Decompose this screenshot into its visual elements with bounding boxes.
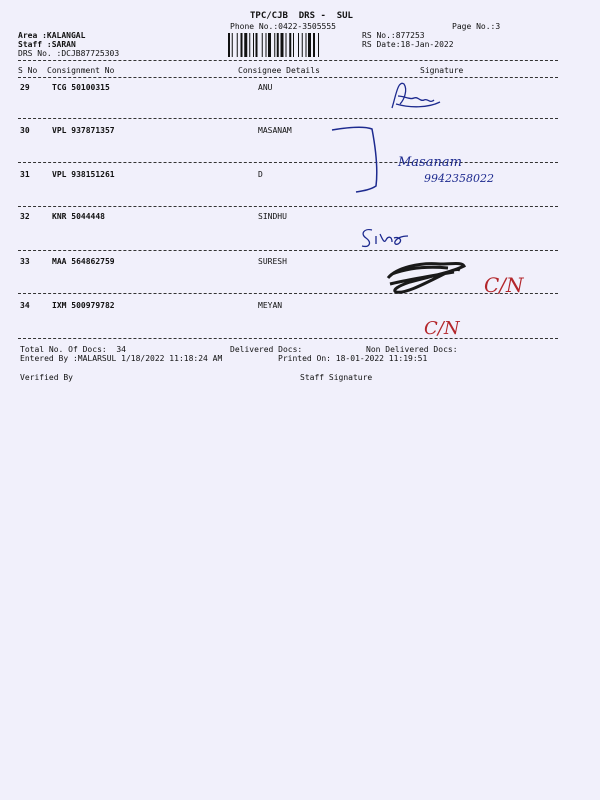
barcode-bar	[302, 33, 303, 57]
barcode-bar	[293, 33, 294, 57]
signature-scribble	[388, 264, 464, 293]
staff-signature-label: Staff Signature	[300, 373, 373, 382]
barcode-bar	[274, 33, 275, 57]
barcode-bar	[228, 33, 230, 57]
divider	[18, 77, 558, 78]
row-sno: 30	[20, 126, 30, 135]
row-consignment: IXM 500979782	[52, 301, 115, 310]
divider	[18, 60, 558, 61]
barcode-bar	[277, 33, 279, 57]
barcode-bar	[281, 33, 284, 57]
rs-number: RS No.:877253	[362, 31, 425, 40]
phone-number: Phone No.:0422-3505555	[230, 22, 336, 31]
handwritten-cn-1: C/N	[484, 273, 524, 297]
barcode-bar	[313, 33, 315, 57]
row-sno: 31	[20, 170, 30, 179]
row-consignee: SURESH	[258, 257, 287, 266]
entered-by: Entered By :MALARSUL 1/18/2022 11:18:24 AM	[20, 354, 223, 363]
row-sno: 29	[20, 83, 30, 92]
row-consignee: D	[258, 170, 263, 179]
row-consignee: MEYAN	[258, 301, 283, 310]
barcode-bar	[244, 33, 247, 57]
row-sno: 34	[20, 301, 30, 310]
row-divider	[18, 338, 558, 339]
row-sno: 33	[20, 257, 30, 266]
barcode-bar	[289, 33, 291, 57]
row-divider	[18, 250, 558, 251]
barcode-bar	[262, 33, 263, 57]
barcode-bar	[268, 33, 271, 57]
barcode-bar	[286, 33, 287, 57]
row-sno: 32	[20, 212, 30, 221]
barcode-bar	[253, 33, 254, 57]
row-consignee: MASANAM	[258, 126, 292, 135]
row-consignment: VPL 937871357	[52, 126, 115, 135]
row-divider	[18, 206, 558, 207]
staff-label: Staff :SARAN	[18, 40, 76, 49]
signature-sindhu	[362, 230, 408, 247]
row-consignment: VPL 938151261	[52, 170, 115, 179]
signature-bracket	[332, 127, 377, 192]
total-docs: Total No. Of Docs: 34	[20, 345, 126, 354]
row-consignment: MAA 564862759	[52, 257, 115, 266]
drs-number: DRS No. :DCJB87725303	[18, 49, 120, 58]
barcode-bar	[237, 33, 238, 57]
handwritten-phone: 9942358022	[424, 172, 494, 185]
handwritten-name: Masanam	[398, 155, 462, 170]
barcode-bar	[308, 33, 311, 57]
barcode-bar	[318, 33, 319, 57]
verified-by: Verified By	[20, 373, 73, 382]
row-consignee: SINDHU	[258, 212, 287, 221]
handwritten-cn-2: C/N	[424, 318, 460, 339]
row-divider	[18, 293, 558, 294]
barcode-bar	[266, 33, 267, 57]
barcode	[228, 33, 352, 57]
row-divider	[18, 118, 558, 119]
delivered-docs: Delivered Docs:	[230, 345, 303, 354]
page-number: Page No.:3	[452, 22, 501, 31]
rs-date: RS Date:18-Jan-2022	[362, 40, 454, 49]
barcode-bar	[232, 33, 233, 57]
column-consignment: Consignment No	[47, 66, 115, 75]
column-consignee: Consignee Details	[238, 66, 320, 75]
row-consignee: ANU	[258, 83, 273, 92]
barcode-bar	[241, 33, 243, 57]
barcode-bar	[306, 33, 307, 57]
area-label: Area :KALANGAL	[18, 31, 86, 40]
signature-anu	[392, 83, 440, 108]
barcode-bar	[249, 33, 250, 57]
barcode-bar	[256, 33, 258, 57]
barcode-bar	[298, 33, 299, 57]
row-consignment: KNR 5044448	[52, 212, 105, 221]
row-divider	[18, 162, 558, 163]
column-signature: Signature	[420, 66, 464, 75]
column-sno: S No	[18, 66, 38, 75]
document-title: TPC/CJB DRS - SUL	[250, 11, 353, 21]
row-consignment: TCG 50100315	[52, 83, 110, 92]
printed-on: Printed On: 18-01-2022 11:19:51	[278, 354, 428, 363]
non-delivered-docs: Non Delivered Docs:	[366, 345, 458, 354]
